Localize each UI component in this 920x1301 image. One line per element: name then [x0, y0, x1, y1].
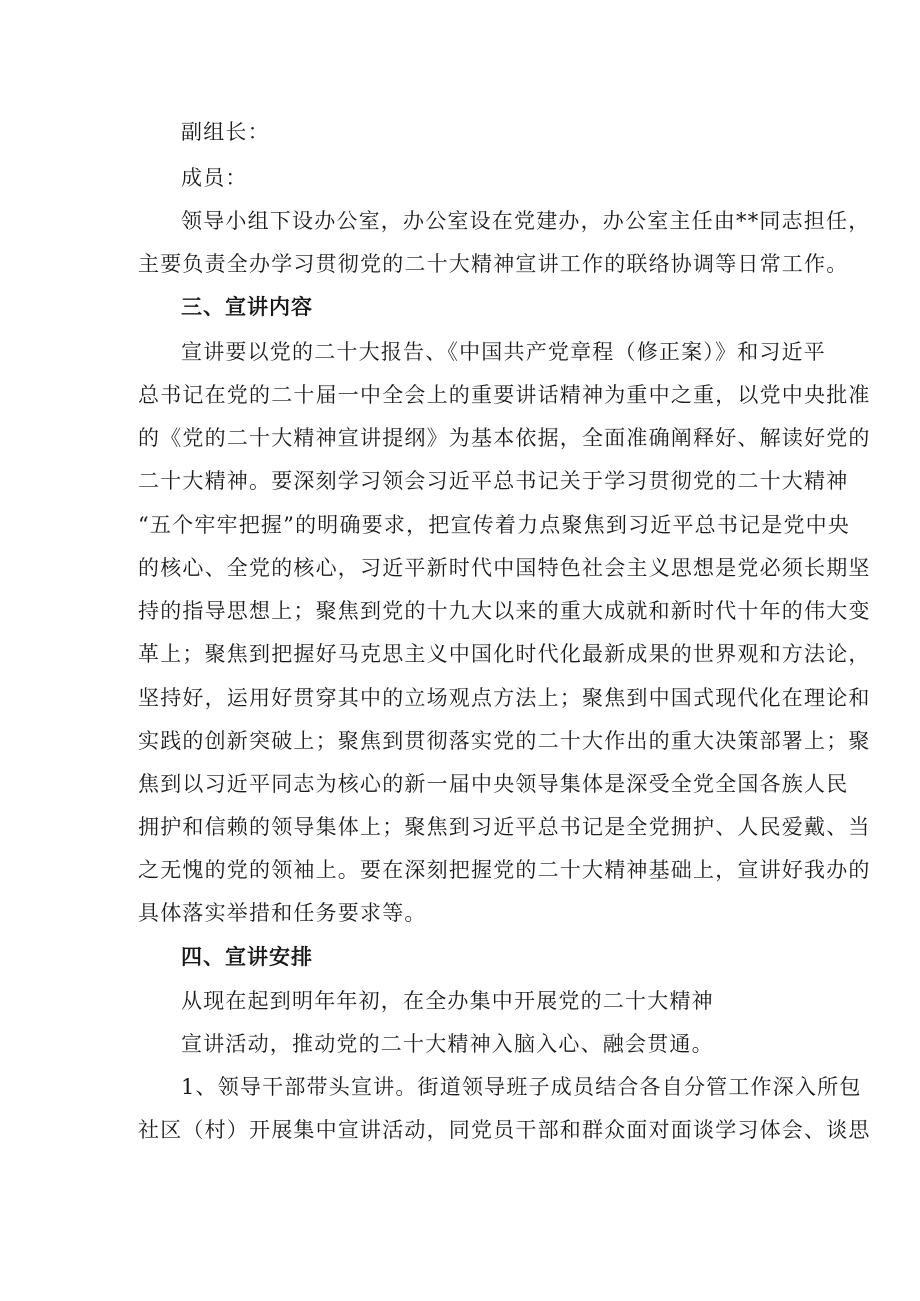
- paragraph-line: 焦到以习近平同志为核心的新一届中央领导集体是深受全党全国各族人民: [138, 772, 849, 796]
- paragraph-line: 的核心、全党的核心，习近平新时代中国特色社会主义思想是党必须长期坚: [138, 556, 871, 580]
- paragraph-line: 从现在起到明年年初，在全办集中开展党的二十大精神: [181, 989, 714, 1013]
- paragraph-line: 革上；聚焦到把握好马克思主义中国化时代化最新成果的世界观和方法论，: [138, 642, 871, 666]
- paragraph-line: 的《党的二十大精神宣讲提纲》为基本依据，全面准确阐释好、解读好党的: [138, 426, 871, 450]
- paragraph-line: “五个牢牢把握”的明确要求，把宣传着力点聚焦到习近平总书记是党中央: [138, 513, 851, 537]
- paragraph-line: 实践的创新突破上；聚焦到贯彻落实党的二十大作出的重大决策部署上；聚: [138, 729, 871, 753]
- paragraph-line: 二十大精神。要深刻学习领会习近平总书记关于学习贯彻党的二十大精神: [138, 469, 849, 493]
- members-line: 成员：: [181, 166, 248, 190]
- paragraph-line: 社区（村）开展集中宣讲活动，同党员干部和群众面对面谈学习体会、谈思: [138, 1118, 871, 1142]
- paragraph-line: 持的指导思想上；聚焦到党的十九大以来的重大成就和新时代十年的伟大变: [138, 599, 871, 623]
- paragraph-line: 1、领导干部带头宣讲。街道领导班子成员结合各自分管工作深入所包: [181, 1075, 862, 1099]
- paragraph-line: 宣讲要以党的二十大报告、《中国共产党章程（修正案）》和习近平: [181, 340, 826, 364]
- section-heading-content: 三、宣讲内容: [181, 295, 313, 319]
- paragraph-line: 领导小组下设办公室，办公室设在党建办，办公室主任由**同志担任，: [181, 209, 871, 233]
- paragraph-line: 主要负责全办学习贯彻党的二十大精神宣讲工作的联络协调等日常工作。: [138, 252, 849, 276]
- vice-leader-line: 副组长：: [181, 120, 270, 144]
- paragraph-line: 坚持好，运用好贯穿其中的立场观点方法上；聚焦到中国式现代化在理论和: [138, 686, 871, 710]
- paragraph-line: 具体落实举措和任务要求等。: [138, 901, 427, 925]
- paragraph-line: 总书记在党的二十届一中全会上的重要讲话精神为重中之重，以党中央批准: [138, 383, 871, 407]
- paragraph-line: 拥护和信赖的领导集体上；聚焦到习近平总书记是全党拥护、人民爱戴、当: [138, 815, 871, 839]
- section-heading-arrangement: 四、宣讲安排: [181, 945, 313, 969]
- paragraph-line: 之无愧的党的领袖上。要在深刻把握党的二十大精神基础上，宣讲好我办的: [138, 858, 871, 882]
- paragraph-line: 宣讲活动，推动党的二十大精神入脑入心、融会贯通。: [181, 1032, 714, 1056]
